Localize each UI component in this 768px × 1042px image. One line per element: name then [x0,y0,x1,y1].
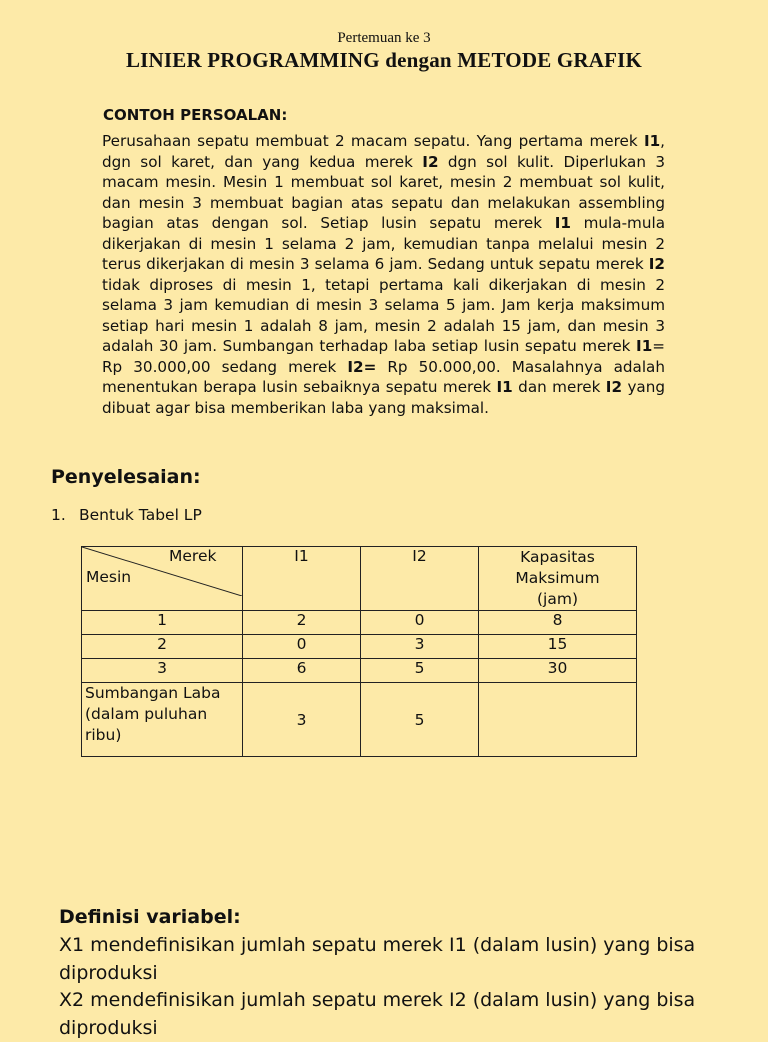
problem-segment: tidak diproses di mesin 1, tetapi pertama kali dikerjakan di mesin 2 selama 3 jam kemudian di mesin 3 selama 5 jam. Jam kerja maksimum setiap hari mesin 1 adalah 8 jam, mesin 2 adalah 15 jam, dan mesin 3 adalah 30 jam. Sumbangan terhadap laba setiap lusin sepatu merek [102,275,665,355]
cell-i2: 5 [361,683,479,757]
step-label: Bentuk Tabel LP [79,506,202,524]
table-row [82,659,637,683]
brand-i2: I2 [422,152,439,171]
solution-heading: Penyelesaian: [51,466,201,488]
brand-i1: I1 [643,132,661,150]
row-label: Sumbangan Laba (dalam puluhan ribu) [82,683,243,757]
cell-capacity: 15 [479,635,637,659]
brand-i1: I1 [496,378,513,396]
cell-i1: 6 [243,659,361,683]
header-i1: I1 [243,547,361,611]
step-number: 1. [51,506,66,524]
cell-capacity [479,683,637,757]
definitions-heading: Definisi variabel: [59,906,241,928]
cell-i2: 3 [361,635,479,659]
brand-i2: I2= [347,357,377,376]
example-heading: CONTOH PERSOALAN: [103,106,288,124]
cell-i1: 3 [243,683,361,757]
problem-segment: Rp 50.000,00. Masalahnya adalah menentukan berapa lusin sebaiknya sepatu merek [102,357,665,396]
cell-capacity: 8 [479,611,637,635]
corner-cell [82,547,243,611]
meeting-number: Pertemuan ke 3 [337,30,431,46]
definition-x2: X2 mendefinisikan jumlah sepatu merek I2 (dalam lusin) yang bisa diproduksi [59,989,696,1039]
row-label: 2 [82,635,243,659]
cell-i2: 5 [361,659,479,683]
problem-text [102,131,665,418]
cell-i1: 0 [243,635,361,659]
table-header-row [82,547,637,611]
cell-i2: 0 [361,611,479,635]
problem-segment: yang dibuat agar bisa memberikan laba yang maksimal. [102,378,666,417]
problem-segment: , dgn sol karet, dan yang kedua merek [102,132,665,171]
table-row [82,611,637,635]
table-row-profit [82,683,637,757]
cell-capacity: 30 [479,659,637,683]
cell-i1: 2 [243,611,361,635]
problem-segment: mula-mula dikerjakan di mesin 1 selama 2 jam, kemudian tanpa melalui mesin 2 terus dikerjakan di mesin 3 selama 6 jam. Sedang untuk sepatu merek [102,214,665,273]
corner-bottom-label: Mesin [86,568,132,586]
lp-table [81,546,637,757]
definition-x1: X1 mendefinisikan jumlah sepatu merek I1 (dalam lusin) yang bisa diproduksi [59,934,696,984]
table-row [82,635,637,659]
problem-segment: = Rp 30.000,00 sedang merek [102,337,665,376]
row-label: 3 [82,659,243,683]
brand-i1: I1 [554,214,571,232]
brand-i1: I1 [636,337,653,355]
corner-top-label: Merek [169,547,217,565]
brand-i2: I2 [605,378,623,396]
problem-segment: Perusahaan sepatu membuat 2 macam sepatu. Yang pertama merek [102,132,644,150]
header-capacity: Kapasitas Maksimum (jam) [479,547,637,611]
page-title: LINIER PROGRAMMING dengan METODE GRAFIK [125,48,643,72]
header-i2: I2 [361,547,479,611]
definitions-body [59,932,709,1042]
problem-segment: dgn sol kulit. Diperlukan 3 macam mesin. Mesin 1 membuat sol karet, mesin 2 membuat sol kulit, dan mesin 3 membuat bagian atas sepatu dan melakukan assembling bagian atas dengan sol. Setiap lusin sepatu merek [102,152,665,232]
problem-segment: dan merek [512,378,606,396]
row-label: 1 [82,611,243,635]
brand-i2: I2 [648,255,665,273]
step-1 [51,506,202,524]
